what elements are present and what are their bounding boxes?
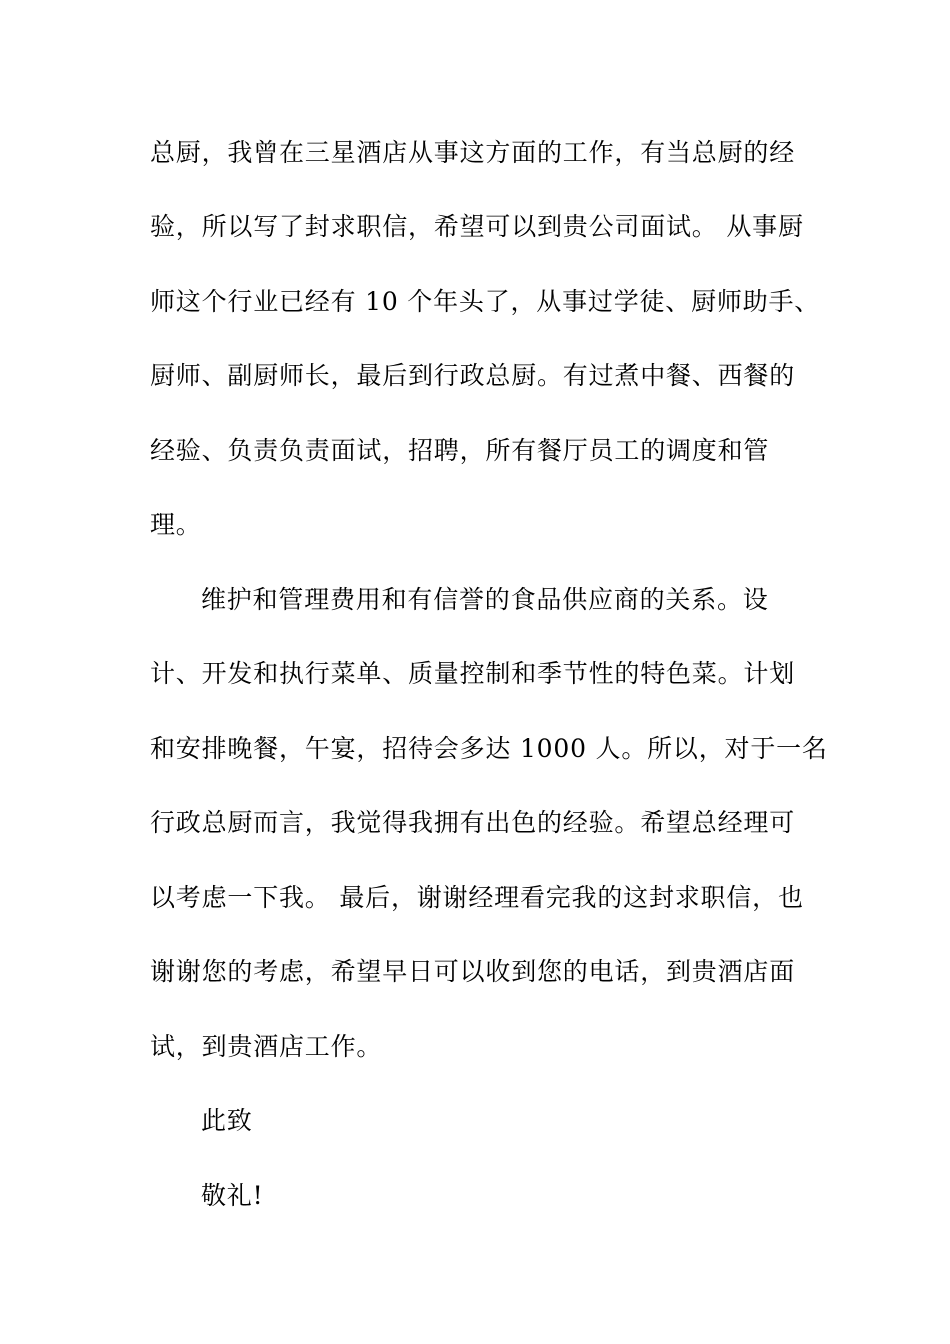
body-text-line: 谢谢您的考虑，希望早日可以收到您的电话，到贵酒店面	[150, 957, 796, 986]
body-text-line: 和安排晚餐，午宴，招待会多达 1000 人。所以，对于一名	[150, 734, 828, 763]
body-text-line: 厨师、副厨师长，最后到行政总厨。有过煮中餐、西餐的	[150, 361, 796, 390]
body-text-line: 行政总厨而言，我觉得我拥有出色的经验。希望总经理可	[150, 808, 796, 837]
body-text-line: 师这个行业已经有 10 个年头了，从事过学徒、厨师助手、	[150, 287, 821, 316]
body-text-line: 试，到贵酒店工作。	[150, 1032, 383, 1061]
salutation-text: 敬礼!	[201, 1181, 264, 1210]
body-text-line: 计、开发和执行菜单、质量控制和季节性的特色菜。计划	[150, 659, 796, 688]
body-text-line: 维护和管理费用和有信誉的食品供应商的关系。设	[201, 585, 769, 614]
body-text-line: 以考虑一下我。 最后，谢谢经理看完我的这封求职信，也	[150, 883, 804, 912]
body-text-line: 经验、负责负责面试，招聘，所有餐厅员工的调度和管	[150, 436, 770, 465]
body-text-line: 理。	[150, 510, 202, 539]
body-text-line: 验，所以写了封求职信，希望可以到贵公司面试。 从事厨	[150, 212, 804, 241]
closing-text: 此致	[201, 1106, 253, 1135]
body-text-line: 总厨，我曾在三星酒店从事这方面的工作，有当总厨的经	[150, 138, 796, 167]
